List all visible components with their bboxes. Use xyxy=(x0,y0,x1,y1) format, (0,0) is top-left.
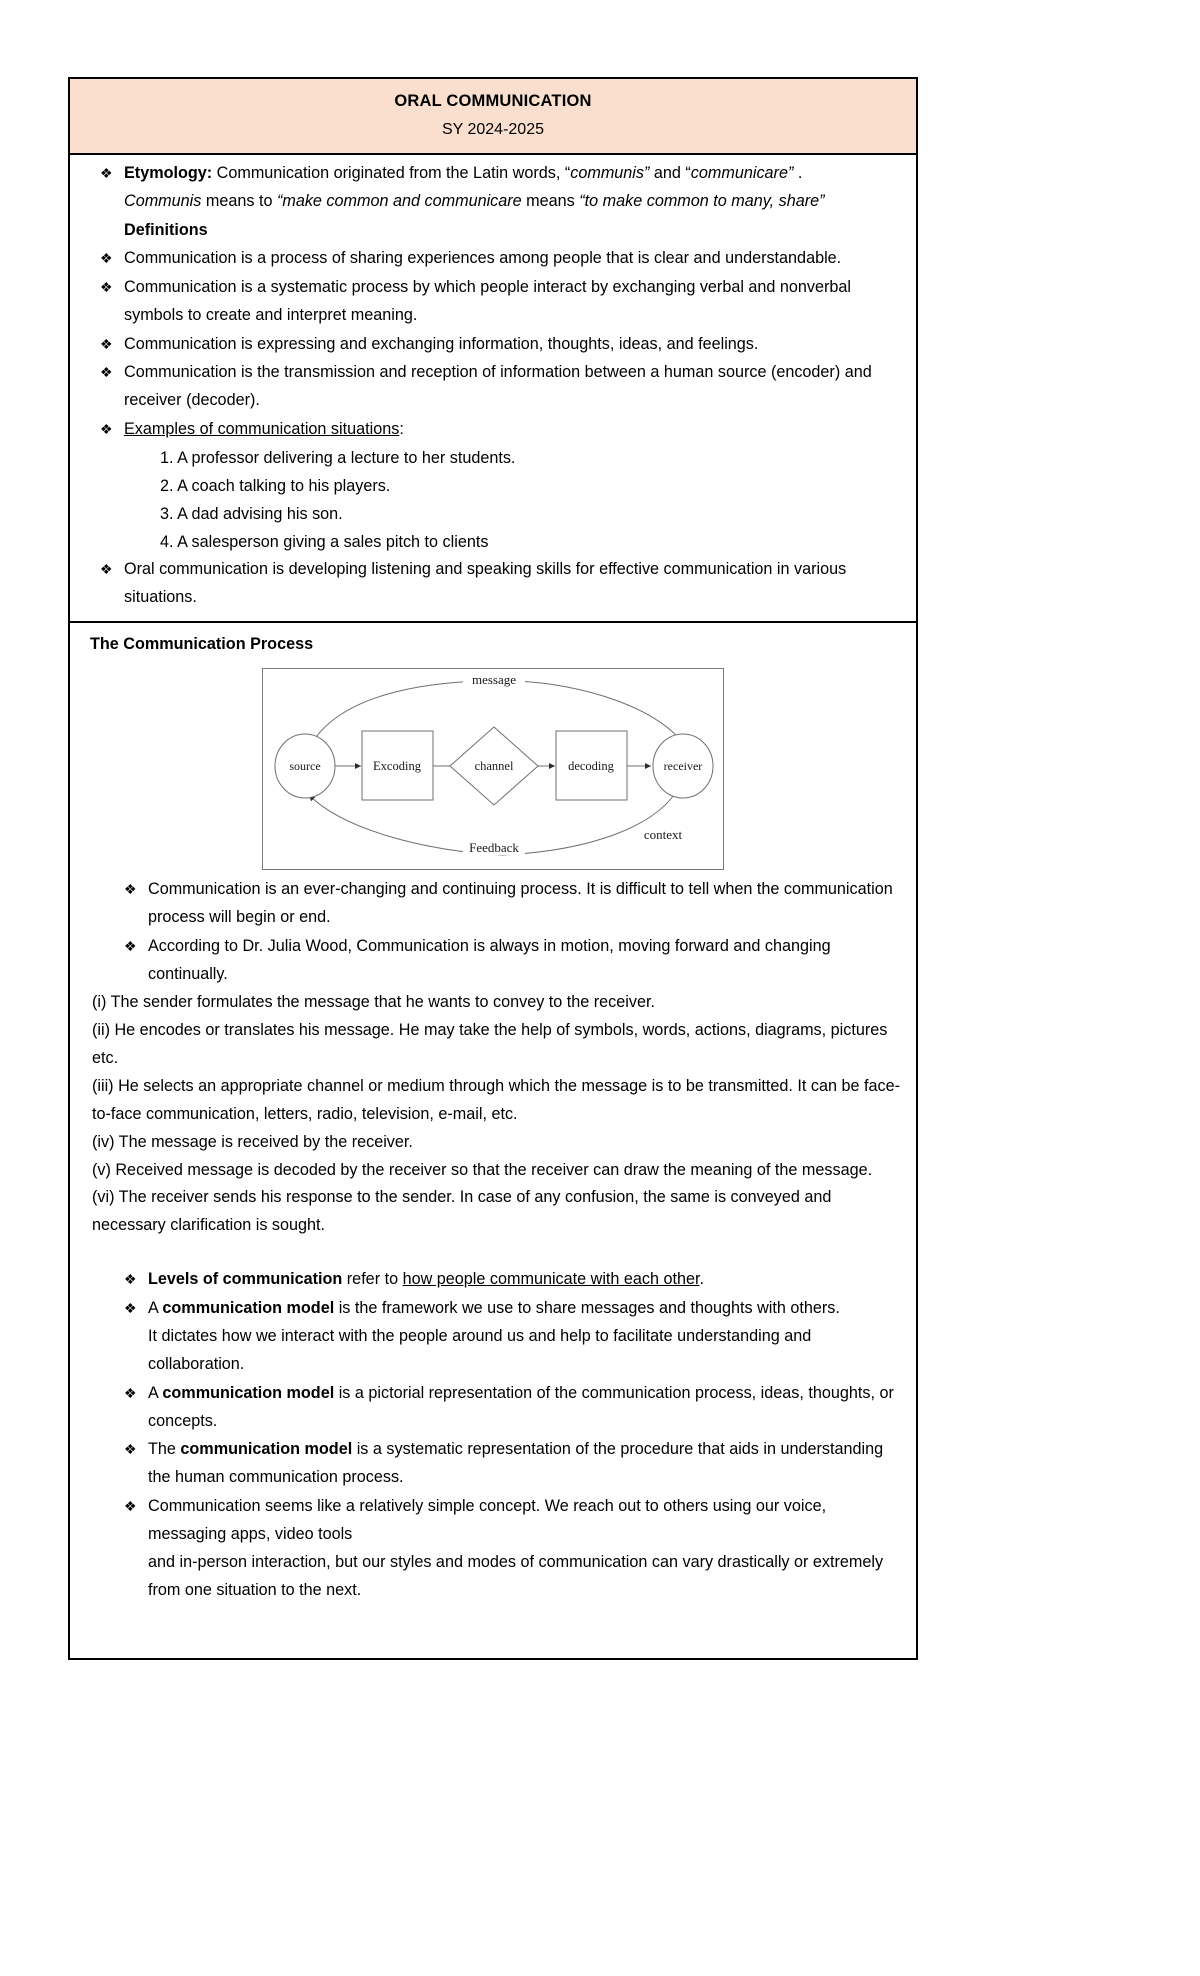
model-b1-line2: It dictates how we interact with the people around us and help to facilitate understanding and collaboration. xyxy=(148,1326,812,1373)
process-step-v: (v) Received message is decoded by the receiver so that the receiver can draw the meaning of the message. xyxy=(92,1160,873,1179)
diamond-bullet-icon: ❖ xyxy=(124,1498,137,1515)
etymology-communis-italic-2: Communis xyxy=(124,192,202,211)
models-bullet-list xyxy=(82,1266,904,1604)
model-b3-bold: communication model xyxy=(180,1440,353,1459)
definition-text: Communication is the transmission and reception of information between a human source (encoder) and receiver (decoder). xyxy=(124,363,872,410)
etymology-communicare-italic: communicare” xyxy=(690,164,794,183)
model-b1-post: is the framework we use to share messages and thoughts with others. xyxy=(334,1299,840,1318)
process-bullet-text: Communication is an ever-changing and continuing process. It is difficult to tell when the communication process will begin or end. xyxy=(148,880,893,926)
communication-process-diagram xyxy=(262,668,724,870)
example-item-4: 4. A salesperson giving a sales pitch to clients xyxy=(160,532,489,551)
list-item-process-2 xyxy=(82,933,904,989)
etymology-label: Etymology: xyxy=(124,164,213,183)
etymology-tomakecommon-italic: “to make common to many, share” xyxy=(579,192,825,211)
communication-process-diagram-wrapper xyxy=(82,658,904,876)
definition-text: Communication is a systematic process by which people interact by exchanging verbal and nonverbal symbols to create and interpret meaning. xyxy=(124,277,852,324)
definitions-items xyxy=(82,245,904,444)
spacer xyxy=(82,1240,904,1266)
diagram-node-source: source xyxy=(289,759,321,774)
list-item-definition-2 xyxy=(82,274,904,330)
diagram-label-message: message xyxy=(471,672,517,688)
diagram-label-context: context xyxy=(643,827,683,843)
process-step-i: (i) The sender formulates the message that he wants to convey to the receiver. xyxy=(92,993,655,1012)
diagram-node-receiver: receiver xyxy=(663,759,703,774)
diagram-node-excoding: Excoding xyxy=(373,759,421,774)
etymology-text-c: . xyxy=(793,164,803,183)
list-item-definition-1 xyxy=(82,245,904,273)
model-b4-line2: and in-person interaction, but our styles and modes of communication can vary drastically or extremely from one situation to the next. xyxy=(148,1552,884,1599)
model-b4-line1: Communication seems like a relatively simple concept. We reach out to others using our voice, messaging apps, video tools xyxy=(148,1497,827,1543)
list-item-model-framework xyxy=(82,1295,904,1379)
levels-mid: refer to xyxy=(342,1270,403,1289)
diagram-node-decoding: decoding xyxy=(568,759,614,774)
definition-text: Communication is a process of sharing experiences among people that is clear and understandable. xyxy=(124,248,842,267)
model-b2-bold: communication model xyxy=(162,1383,335,1402)
etymology-line2-a: means to xyxy=(201,192,277,211)
oral-communication-bullet xyxy=(82,556,904,612)
levels-bold: Levels of communication xyxy=(148,1270,343,1289)
list-item-definition-4 xyxy=(82,359,904,415)
diamond-bullet-icon: ❖ xyxy=(100,421,113,438)
model-b2-post: is a pictorial representation of the communication process, ideas, thoughts, or concepts. xyxy=(148,1383,894,1430)
diamond-bullet-icon: ❖ xyxy=(124,1271,137,1288)
model-b1-pre: A xyxy=(148,1299,163,1318)
communication-process-section xyxy=(70,623,916,1657)
list-item-model-pictorial xyxy=(82,1380,904,1436)
diamond-bullet-icon: ❖ xyxy=(100,249,113,266)
process-bullet-text: According to Dr. Julia Wood, Communication is always in motion, moving forward and changing continually. xyxy=(148,936,831,983)
diamond-bullet-icon: ❖ xyxy=(124,1441,137,1458)
list-item-examples-header xyxy=(82,416,904,444)
process-step-ii: (ii) He encodes or translates his message. He may take the help of symbols, words, actions, diagrams, pictures etc. xyxy=(92,1021,888,1068)
etymology-text-a: Communication originated from the Latin words, “ xyxy=(212,164,571,183)
list-item-etymology xyxy=(82,160,904,216)
bottom-spacer xyxy=(82,1606,904,1650)
diagram-label-feedback: Feedback xyxy=(469,840,519,856)
list-item-levels-of-communication xyxy=(82,1266,904,1294)
example-item-3: 3. A dad advising his son. xyxy=(160,504,343,523)
diamond-bullet-icon: ❖ xyxy=(100,165,113,182)
model-b3-pre: The xyxy=(148,1440,181,1459)
process-step-iv: (iv) The message is received by the receiver. xyxy=(92,1132,413,1151)
model-b3-post: is a systematic representation of the procedure that aids in understanding the human communication process. xyxy=(148,1440,884,1487)
model-b1-bold: communication model xyxy=(162,1299,335,1318)
process-bullets xyxy=(82,876,904,988)
list-item-process-1 xyxy=(82,876,904,932)
oral-communication-text: Oral communication is developing listening and speaking skills for effective communication in various situations. xyxy=(124,560,847,607)
list-item-oral-communication xyxy=(82,556,904,612)
example-item-2: 2. A coach talking to his players. xyxy=(160,476,391,495)
example-item-1: 1. A professor delivering a lecture to her students. xyxy=(160,448,516,467)
list-item-definition-3 xyxy=(82,331,904,359)
diagram-node-channel: channel xyxy=(474,759,514,774)
process-step-vi: (vi) The receiver sends his response to the sender. In case of any confusion, the same is conveyed and necessary clarification is sought. xyxy=(92,1188,832,1235)
list-item-model-simple-concept xyxy=(82,1493,904,1604)
diamond-bullet-icon: ❖ xyxy=(124,1300,137,1317)
definitions-section xyxy=(70,155,916,623)
examples-label: Examples of communication situations xyxy=(124,420,400,439)
levels-end: . xyxy=(699,1270,705,1289)
diamond-bullet-icon: ❖ xyxy=(124,937,137,954)
model-b2-pre: A xyxy=(148,1383,163,1402)
etymology-makecommon-italic: “make common and communicare xyxy=(276,192,522,211)
etymology-line2-b: means xyxy=(521,192,580,211)
definition-text: Communication is expressing and exchanging information, thoughts, ideas, and feelings. xyxy=(124,334,759,353)
definitions-heading: Definitions xyxy=(124,221,208,240)
diamond-bullet-icon: ❖ xyxy=(100,335,113,352)
diamond-bullet-icon: ❖ xyxy=(124,1384,137,1401)
etymology-communis-italic: communis” xyxy=(570,164,650,183)
process-step-iii: (iii) He selects an appropriate channel or medium through which the message is to be transmitted. It can be face-to-face communication, letters, radio, television, e-mail, etc. xyxy=(92,1077,900,1123)
definitions-bullet-list xyxy=(82,160,904,216)
diamond-bullet-icon: ❖ xyxy=(100,364,113,381)
examples-colon: : xyxy=(399,420,404,439)
etymology-text-b: and “ xyxy=(649,164,691,183)
page-title: ORAL COMMUNICATION xyxy=(394,92,592,110)
document-header xyxy=(70,79,916,155)
document-page xyxy=(68,77,918,1660)
list-item-model-systematic xyxy=(82,1436,904,1492)
section-title-communication-process: The Communication Process xyxy=(90,635,314,654)
diamond-bullet-icon: ❖ xyxy=(100,561,113,578)
levels-underlined: how people communicate with each other xyxy=(402,1270,700,1289)
diamond-bullet-icon: ❖ xyxy=(124,881,137,898)
diamond-bullet-icon: ❖ xyxy=(100,278,113,295)
school-year-subtitle: SY 2024-2025 xyxy=(441,120,544,138)
